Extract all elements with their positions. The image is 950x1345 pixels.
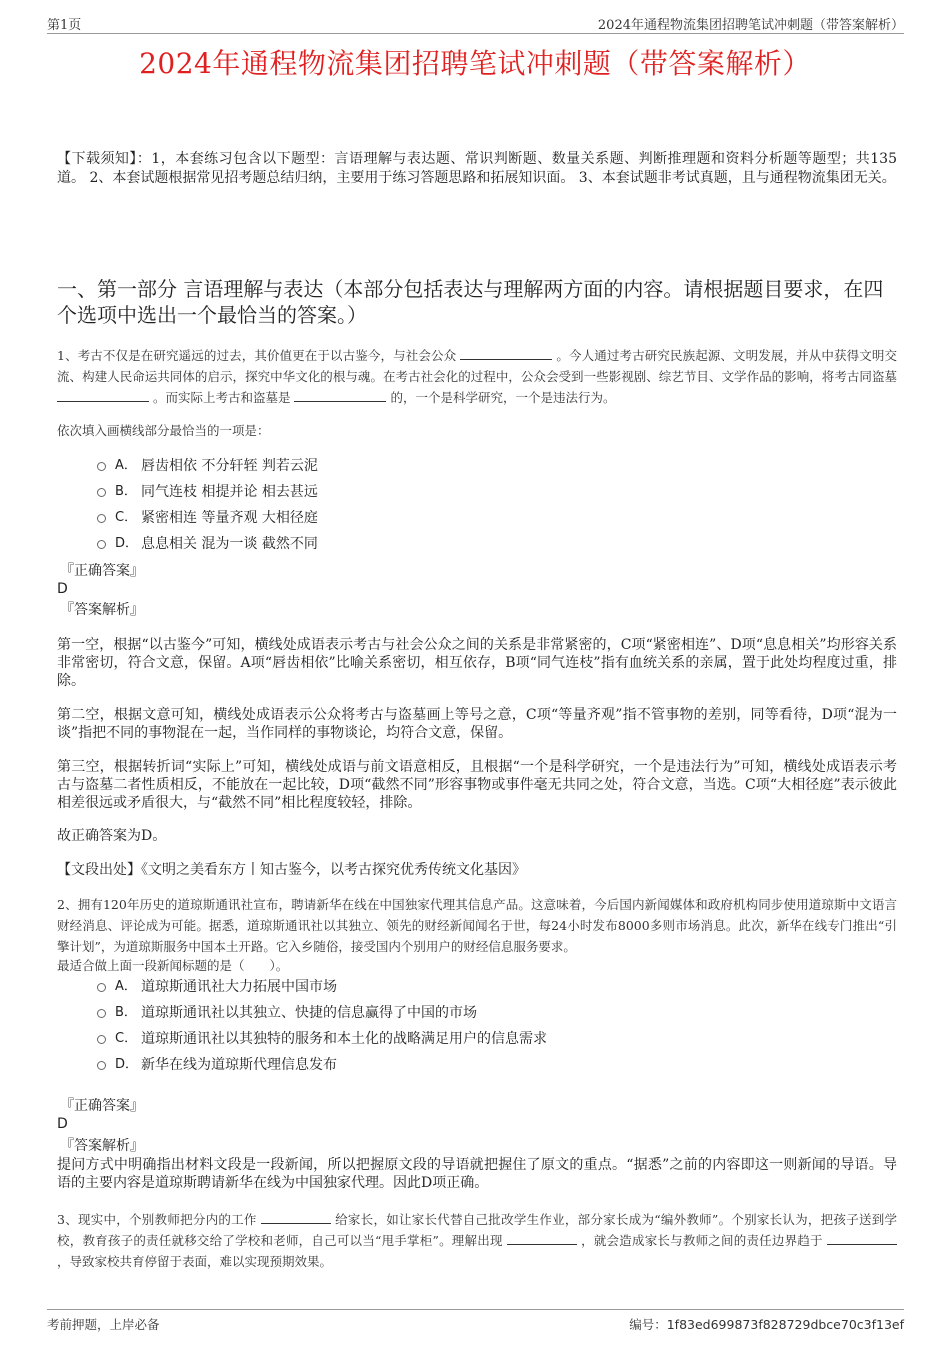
q3-text-part1: 3、现实中，个别教师把分内的工作	[57, 1212, 257, 1227]
q1-analysis-para-1: 第一空，根据“以古鉴今”可知，横线处成语表示考古与社会公众之间的关系是非常紧密的，C项“紧密相连”、D项“息息相关”均形容关系非常密切，符合文意，保留。A项“唇齿相依”比喻关系密切，相互依存，B项“同气连枝”指有血统关系的亲属，置于此处均程度过重，排除。	[57, 637, 897, 689]
page-title: 2024年通程物流集团招聘笔试冲刺题（带答案解析）	[139, 47, 811, 80]
radio-icon[interactable]	[97, 488, 106, 497]
q3-blank-3	[827, 1232, 897, 1245]
q1-instruction: 依次填入画横线部分最恰当的一项是：	[57, 423, 270, 438]
q2-analysis-label: 『答案解析』	[60, 1138, 144, 1154]
q1-option-c[interactable]: C． 紧密相连 等量齐观 大相径庭	[97, 505, 318, 531]
radio-icon[interactable]	[97, 462, 106, 471]
q2-options	[97, 974, 547, 1078]
footer-doc-id: 编号：1f83ed699873f828729dbce70c3f13ef	[629, 1317, 904, 1332]
q1-blank-3	[294, 389, 386, 402]
q1-analysis-label: 『答案解析』	[60, 602, 144, 618]
radio-icon[interactable]	[97, 540, 106, 549]
question-1-stem	[57, 345, 897, 408]
q1-options	[97, 453, 318, 557]
q2-option-b[interactable]: B． 道琼斯通讯社以其独立、快捷的信息赢得了中国的市场	[97, 1000, 547, 1026]
footer-slogan: 考前押题，上岸必备	[47, 1317, 160, 1332]
q1-text-part3: 。而实际上考古和盗墓是	[152, 390, 291, 405]
question-2-stem: 2、拥有120年历史的道琼斯通讯社宣布，聘请新华在线在中国独家代理其信息产品。这意味着，今后国内新闻媒体和政府机构同步使用道琼斯中文语言财经消息、评论成为可能。据悉，道琼斯通讯社以其独立、领先的财经新闻闻名于世，每24小时发布8000多则市场消息。此次，新华在线专门推出“引擎计划”，为道琼斯服务中国本土开路。它入乡随俗，接受国内个别用户的财经信息服务要求。	[57, 897, 897, 954]
download-notice: 【下载须知】：1，本套练习包含以下题型：言语理解与表达题、常识判断题、数量关系题、判断推理题和资料分析题等题型；共135道。 2、本套试题根据常见招考题总结归纳，主要用于练习答题思路和拓展知识面。 3、本套试题非考试真题，且与通程物流集团无关。	[57, 151, 897, 186]
q2-option-c[interactable]: C． 道琼斯通讯社以其独特的服务和本土化的战略满足用户的信息需求	[97, 1026, 547, 1052]
radio-icon[interactable]	[97, 514, 106, 523]
q1-text-part4: 的，一个是科学研究，一个是违法行为。	[390, 390, 616, 405]
radio-icon[interactable]	[97, 1035, 106, 1044]
q1-option-b[interactable]: B． 同气连枝 相提并论 相去甚远	[97, 479, 318, 505]
q3-blank-2	[507, 1232, 577, 1245]
q2-option-d[interactable]: D． 新华在线为道琼斯代理信息发布	[97, 1052, 547, 1078]
q2-analysis: 提问方式中明确指出材料文段是一段新闻，所以把握原文段的导语就把握住了原文的重点。“据悉”之前的内容即这一则新闻的导语。导语的主要内容是道琼斯聘请新华在线为中国独家代理。因此D项正确。	[57, 1157, 897, 1191]
q3-blank-1	[261, 1211, 331, 1224]
q2-answer-label: 『正确答案』	[60, 1098, 144, 1114]
section-heading: 一、第一部分 言语理解与表达（本部分包括表达与理解两方面的内容。请根据题目要求，在四个选项中选出一个最恰当的答案。）	[57, 277, 884, 327]
q2-answer: D	[57, 1116, 68, 1132]
q1-source: 【文段出处】《文明之美看东方丨知古鉴今，以考古探究优秀传统文化基因》	[57, 862, 526, 878]
q1-answer-label: 『正确答案』	[60, 563, 144, 579]
radio-icon[interactable]	[97, 1061, 106, 1070]
header-rule	[47, 33, 904, 34]
q3-text-part4: ，导致家校共育停留于表面，难以实现预期效果。	[57, 1254, 333, 1269]
header-doc-title: 2024年通程物流集团招聘笔试冲刺题（带答案解析）	[597, 18, 904, 33]
page-number: 第1页	[47, 18, 82, 33]
q1-analysis-para-2: 第二空，根据文意可知，横线处成语表示公众将考古与盗墓画上等号之意，C项“等量齐观”指不管事物的差别，同等看待，D项“混为一谈”指把不同的事物混在一起，当作同样的事物谈论，均符合文意，保留。	[57, 707, 897, 741]
q1-analysis-para-3: 第三空，根据转折词“实际上”可知，横线处成语与前文语意相反，且根据“一个是科学研究，一个是违法行为”可知，横线处成语表示考古与盗墓二者性质相反，不能放在一起比较，D项“截然不同”形容事物或事件毫无共同之处，符合文意，当选。C项“大相径庭”表示彼此相差很远或矛盾很大，与“截然不同”相比程度较轻，排除。	[57, 759, 897, 811]
radio-icon[interactable]	[97, 983, 106, 992]
footer-rule	[47, 1309, 904, 1310]
q1-option-a[interactable]: A． 唇齿相依 不分轩轾 判若云泥	[97, 453, 318, 479]
q1-answer: D	[57, 581, 68, 597]
q3-text-part2: 给家长，如让家长代替自己批改学生作业，部分家长成为“编外教师”。个别家长认为，把孩子送到学校，教育孩子的责任就移交给了学校和老师，自己可以当“甩手掌柜”。理解出现	[57, 1212, 897, 1248]
q2-option-a[interactable]: A． 道琼斯通讯社大力拓展中国市场	[97, 974, 547, 1000]
q1-option-d[interactable]: D． 息息相关 混为一谈 截然不同	[97, 531, 318, 557]
q2-instruction: 最适合做上面一段新闻标题的是（ ）。	[57, 958, 289, 973]
q1-text-part1: 1、考古不仅是在研究遥远的过去，其价值更在于以古鉴今，与社会公众	[57, 348, 457, 363]
q1-blank-2	[57, 389, 149, 402]
q1-text-part2: 。今人通过考古研究民族起源、文明发展，并从中获得文明交流、构建人民命运共同体的启示，探究中华文化的根与魂。在考古社会化的过程中，公众会受到一些影视剧、综艺节目、文学作品的影响，将考古同盗墓	[57, 348, 897, 384]
radio-icon[interactable]	[97, 1009, 106, 1018]
q1-conclusion: 故正确答案为D。	[57, 828, 167, 844]
question-3-stem	[57, 1209, 897, 1272]
q1-blank-1	[460, 347, 552, 360]
q3-text-part3: ，就会造成家长与教师之间的责任边界趋于	[581, 1233, 823, 1248]
